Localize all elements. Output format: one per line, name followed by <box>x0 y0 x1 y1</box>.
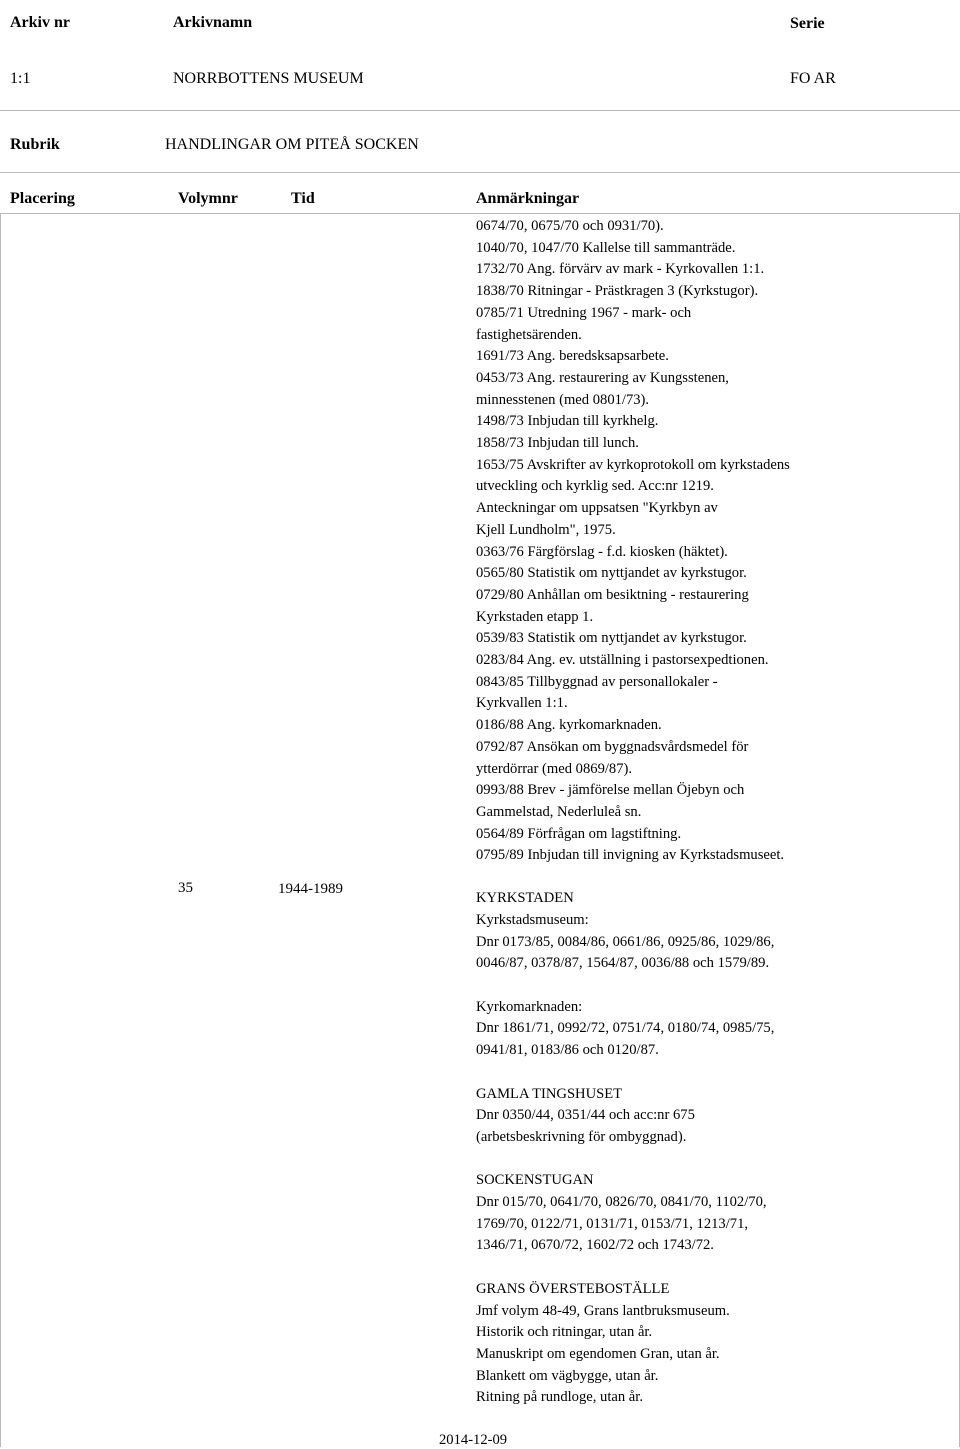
rubrik-value: HANDLINGAR OM PITEÅ SOCKEN <box>165 136 419 153</box>
arkivnamn-value: NORRBOTTENS MUSEUM <box>173 70 364 87</box>
section-kyrkstaden <box>476 888 946 975</box>
note-line: 0941/81, 0183/86 och 0120/87. <box>476 1042 659 1059</box>
note-line: ytterdörrar (med 0869/87). <box>476 760 633 777</box>
note-line: 1838/70 Ritningar - Prästkragen 3 (Kyrkstugor). <box>476 283 759 300</box>
notes-column <box>476 216 946 1409</box>
note-line: Ritning på rundloge, utan år. <box>476 1389 643 1406</box>
section-sockenstugan <box>476 1170 946 1257</box>
col-placering: Placering <box>10 190 75 207</box>
note-line: 1653/75 Avskrifter av kyrkoprotokoll om kyrkstadens <box>476 456 790 473</box>
note-line: 0283/84 Ang. ev. utställning i pastorsexpedtionen. <box>476 652 769 669</box>
note-line: Dnr 1861/71, 0992/72, 0751/74, 0180/74, 0985/75, <box>476 1020 775 1037</box>
serie-label: Serie <box>790 15 825 32</box>
note-line: Kyrkstaden etapp 1. <box>476 608 594 625</box>
arkivnr-label: Arkiv nr <box>10 14 70 31</box>
volume-number: 35 <box>178 880 193 896</box>
note-line: KYRKSTADEN <box>476 890 574 907</box>
serie-value: FO AR <box>790 70 836 87</box>
note-line: 1691/73 Ang. beredsksapsarbete. <box>476 348 669 365</box>
note-line: 1040/70, 1047/70 Kallelse till sammanträde. <box>476 239 736 256</box>
section-kyrkomarknaden <box>476 997 946 1062</box>
note-line: 0565/80 Statistik om nyttjandet av kyrkstugor. <box>476 565 747 582</box>
note-line: 0993/88 Brev - jämförelse mellan Öjebyn och <box>476 782 745 799</box>
note-line: GAMLA TINGSHUSET <box>476 1085 623 1102</box>
note-line: 0795/89 Inbjudan till invigning av Kyrkstadsmuseet. <box>476 847 785 864</box>
col-tid: Tid <box>291 190 315 207</box>
note-line: utveckling och kyrklig sed. Acc:nr 1219. <box>476 478 714 495</box>
note-line: fastighetsärenden. <box>476 326 582 343</box>
note-line: 0843/85 Tillbyggnad av personallokaler - <box>476 673 718 690</box>
section-grans-overstebostalle <box>476 1279 946 1409</box>
note-line: Jmf volym 48-49, Grans lantbruksmuseum. <box>476 1302 730 1319</box>
note-line: 0539/83 Statistik om nyttjandet av kyrkstugor. <box>476 630 747 647</box>
left-border <box>0 213 1 1447</box>
note-line: 1498/73 Inbjudan till kyrkhelg. <box>476 413 659 430</box>
note-line: 0046/87, 0378/87, 1564/87, 0036/88 och 1579/89. <box>476 955 770 972</box>
col-anmarkningar: Anmärkningar <box>476 190 580 207</box>
note-line: 0363/76 Färgförslag - f.d. kiosken (häktet). <box>476 543 728 560</box>
arkivnamn-label: Arkivnamn <box>173 14 253 31</box>
section-gamla-tingshuset <box>476 1084 946 1149</box>
divider-after-columns <box>0 213 960 214</box>
divider-after-rubrik <box>0 172 960 173</box>
note-line: 0785/71 Utredning 1967 - mark- och <box>476 304 692 321</box>
arkivnr-value: 1:1 <box>10 70 31 87</box>
note-line: Dnr 015/70, 0641/70, 0826/70, 0841/70, 1102/70, <box>476 1194 767 1211</box>
note-line: GRANS ÖVERSTEBOSTÄLLE <box>476 1280 670 1297</box>
note-line: 0729/80 Anhållan om besiktning - restaurering <box>476 586 749 603</box>
note-line: 1858/73 Inbjudan till lunch. <box>476 435 639 452</box>
note-line: 0674/70, 0675/70 och 0931/70). <box>476 218 664 234</box>
note-line: minnesstenen (med 0801/73). <box>476 391 650 408</box>
footer-date: 2014-12-09 <box>439 1432 508 1448</box>
note-line: Historik och ritningar, utan år. <box>476 1324 653 1341</box>
note-line: 0792/87 Ansökan om byggnadsvårdsmedel för <box>476 738 749 755</box>
note-line: 1732/70 Ang. förvärv av mark - Kyrkovallen 1:1. <box>476 261 765 278</box>
note-line: Blankett om vägbygge, utan år. <box>476 1367 659 1384</box>
rubrik-label: Rubrik <box>10 136 60 153</box>
note-line: 0453/73 Ang. restaurering av Kungsstenen, <box>476 369 729 386</box>
divider-after-archive <box>0 110 960 111</box>
note-line: Kjell Lundholm", 1975. <box>476 521 616 538</box>
note-line: Gammelstad, Nederluleå sn. <box>476 803 642 820</box>
note-line: Kyrkvallen 1:1. <box>476 695 568 712</box>
note-line: 0564/89 Förfrågan om lagstiftning. <box>476 825 682 842</box>
note-line: Kyrkstadsmuseum: <box>476 911 589 928</box>
col-volymnr: Volymnr <box>178 190 238 207</box>
note-line: (arbetsbeskrivning för ombyggnad). <box>476 1128 687 1145</box>
note-line: Dnr 0350/44, 0351/44 och acc:nr 675 <box>476 1107 695 1124</box>
note-line: Anteckningar om uppsatsen "Kyrkbyn av <box>476 500 718 517</box>
note-line: 0186/88 Ang. kyrkomarknaden. <box>476 717 662 734</box>
note-line: 1346/71, 0670/72, 1602/72 och 1743/72. <box>476 1237 714 1254</box>
note-line: Kyrkomarknaden: <box>476 998 583 1015</box>
note-line: 1769/70, 0122/71, 0131/71, 0153/71, 1213/71, <box>476 1215 749 1232</box>
note-line: SOCKENSTUGAN <box>476 1172 594 1189</box>
volume-period: 1944-1989 <box>278 881 343 897</box>
note-line: Dnr 0173/85, 0084/86, 0661/86, 0925/86, 1029/86, <box>476 933 775 950</box>
note-line: Manuskript om egendomen Gran, utan år. <box>476 1345 720 1362</box>
